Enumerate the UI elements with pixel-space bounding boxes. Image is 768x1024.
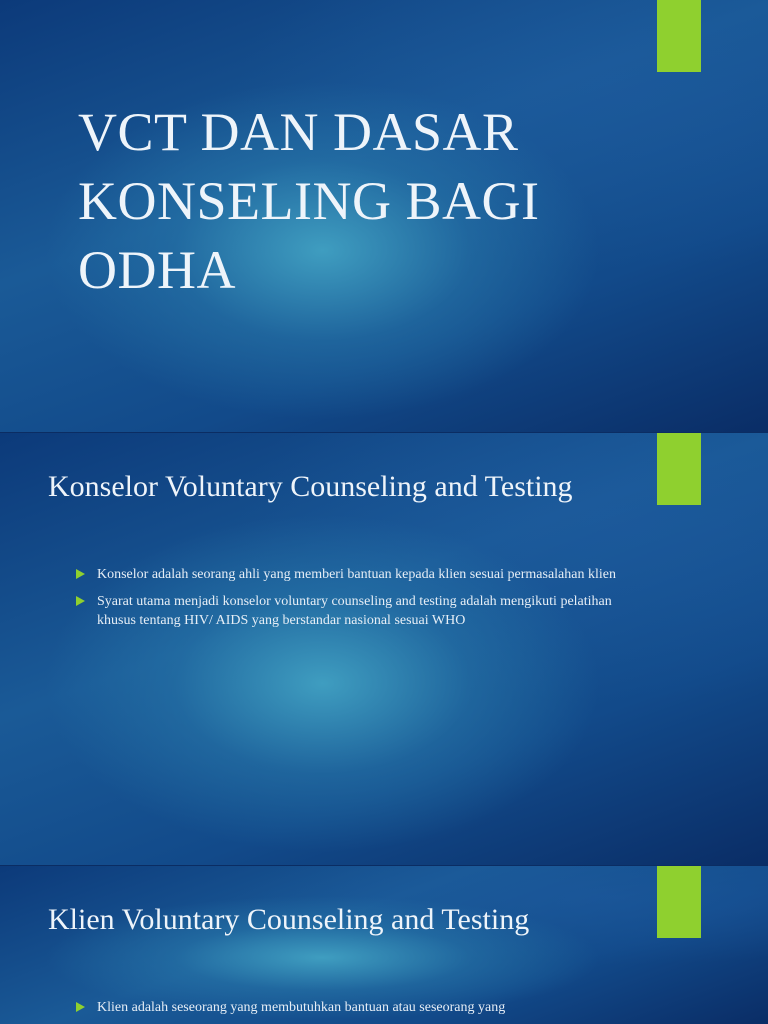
slide-heading: Konselor Voluntary Counseling and Testing [48,470,573,503]
accent-bar [657,0,701,72]
title-line-1: VCT DAN DASAR [78,102,519,162]
bullet-text: Konselor adalah seorang ahli yang memberi bantuan kepada klien sesuai permasalahan klien [97,567,616,582]
slide-1[interactable] [0,0,768,432]
bullet-item [76,565,636,584]
bullet-list [76,998,636,1024]
title-main [78,98,638,305]
accent-bar [657,866,701,938]
triangle-right-icon [76,569,85,579]
slide-3[interactable] [0,866,768,1024]
bullet-item [76,998,636,1017]
bullet-list [76,565,636,638]
slide-2[interactable] [0,433,768,865]
title-line-2: KONSELING BAGI [78,171,540,231]
triangle-right-icon [76,1002,85,1012]
bullet-text: Klien adalah seseorang yang membutuhkan bantuan atau seseorang yang [97,1000,506,1015]
accent-bar [657,433,701,505]
triangle-right-icon [76,596,85,606]
slide-heading: Klien Voluntary Counseling and Testing [48,903,530,936]
bullet-item [76,592,636,630]
bullet-text: Syarat utama menjadi konselor voluntary counseling and testing adalah mengikuti pelatihan khusus tentang HIV/ AIDS yang berstandar nasional sesuai WHO [97,594,612,628]
title-line-3: ODHA [78,240,236,300]
